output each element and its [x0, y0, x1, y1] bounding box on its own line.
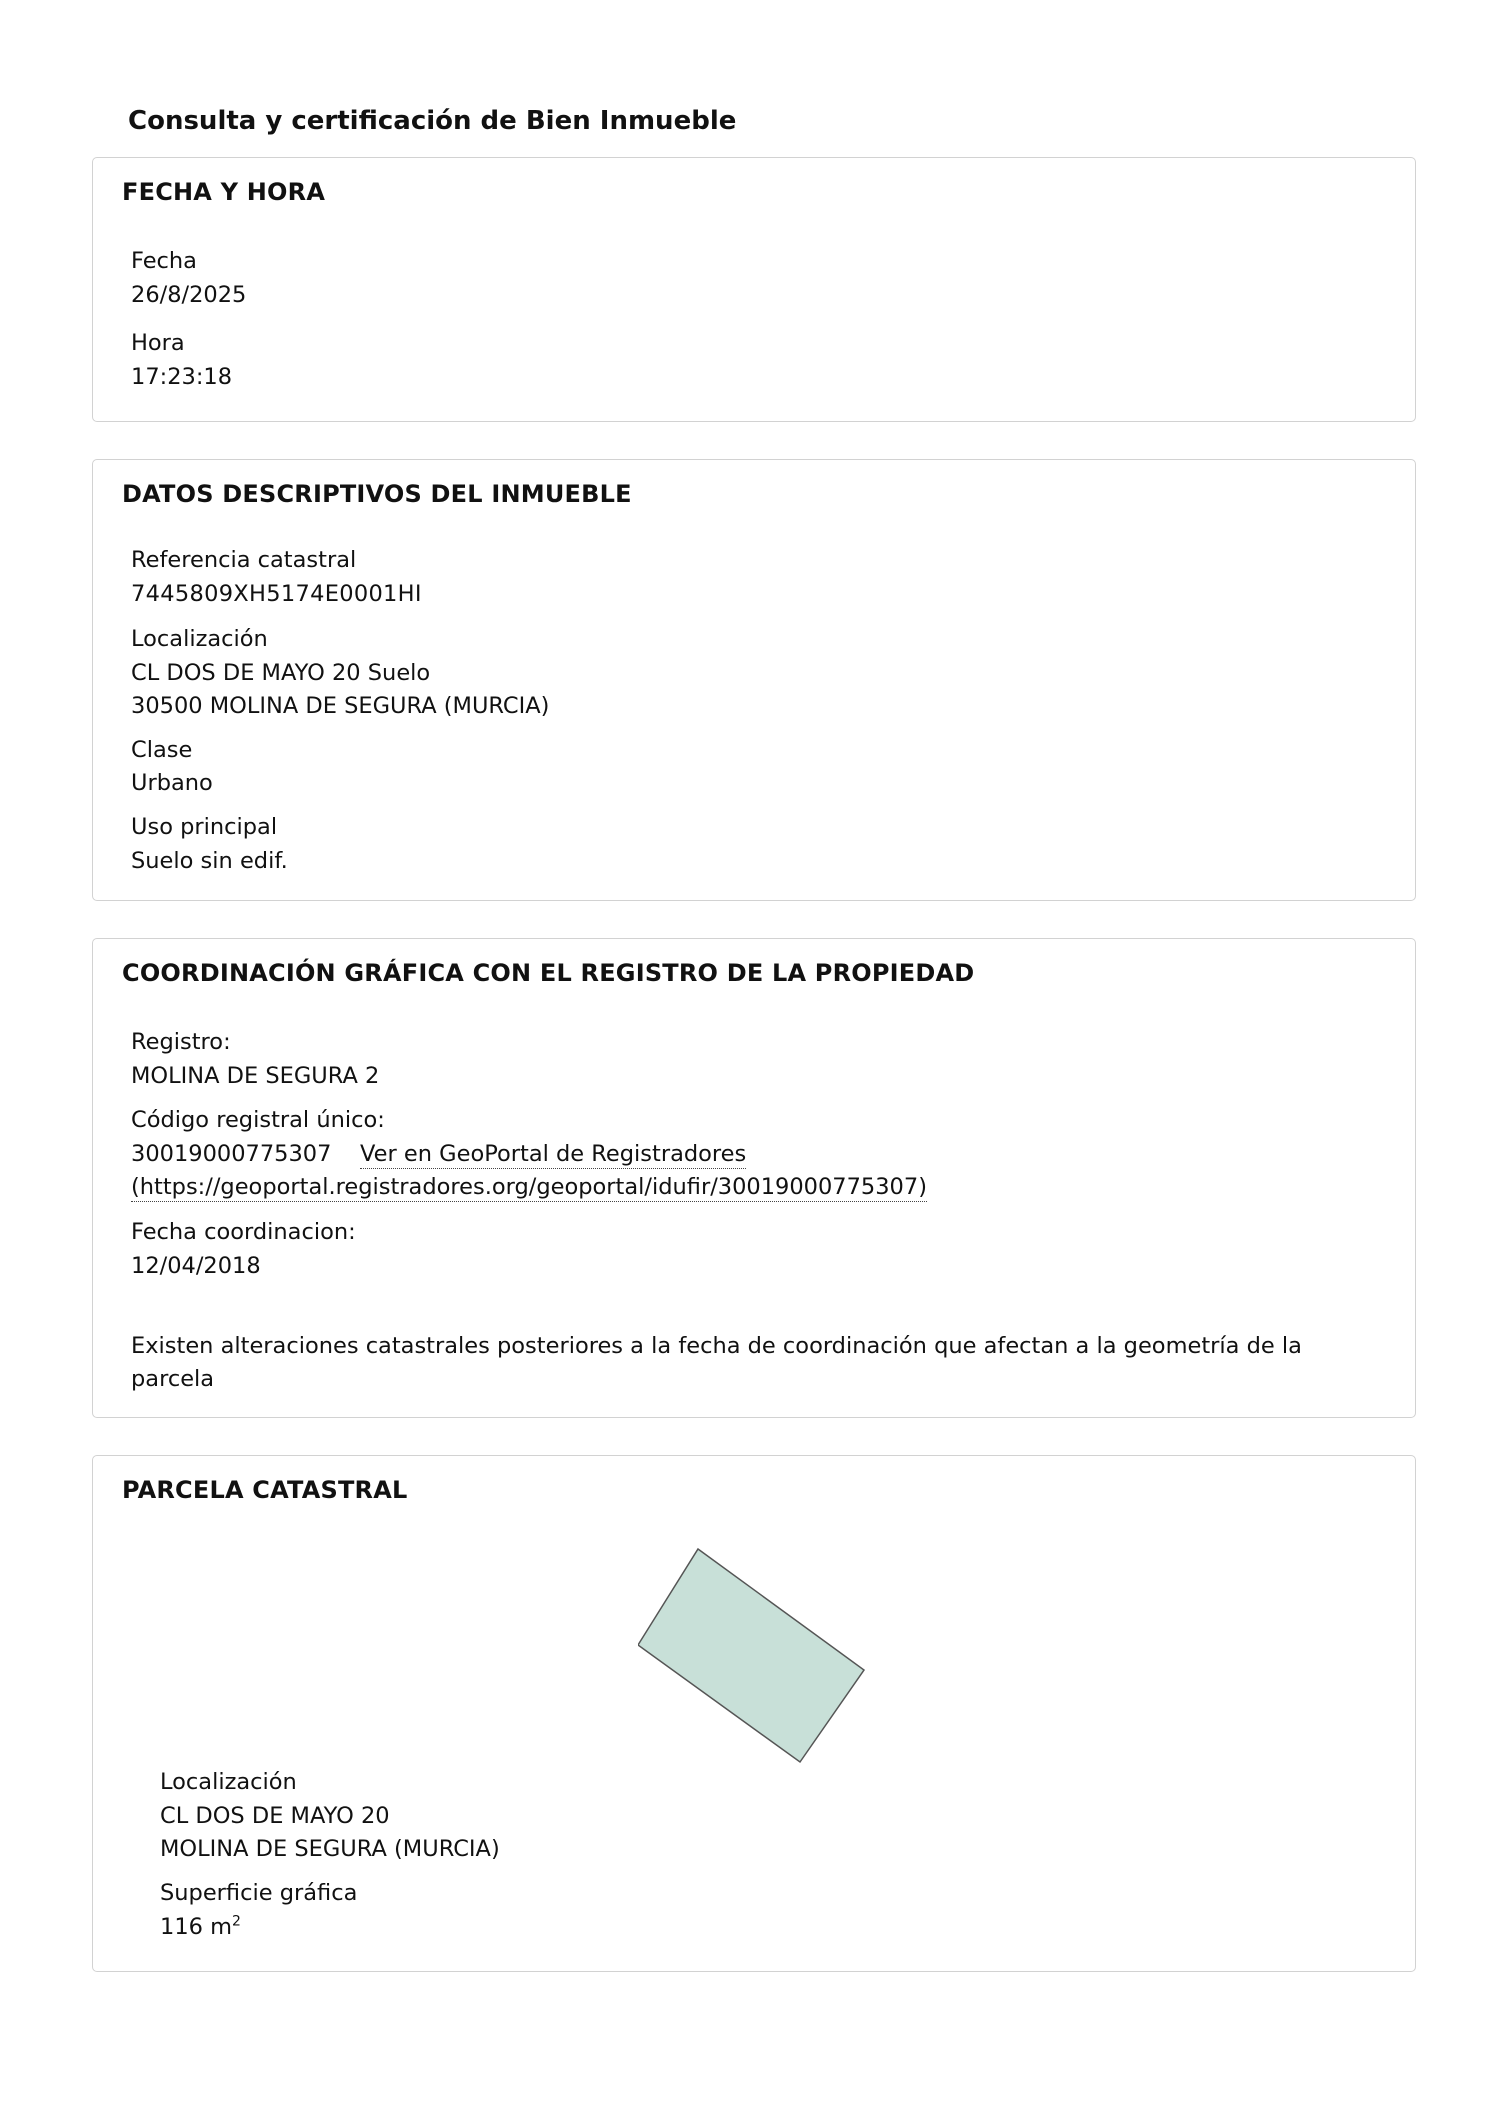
parcela-heading: PARCELA CATASTRAL	[122, 1476, 408, 1504]
document-title: Consulta y certificación de Bien Inmueble	[128, 106, 737, 136]
fecha-coordinacion-value: 12/04/2018	[131, 1253, 261, 1279]
localizacion-label: Localización	[131, 626, 268, 652]
geoportal-url-row	[131, 1174, 927, 1200]
parcel-map	[638, 1546, 878, 1766]
parcela-localizacion-label: Localización	[160, 1769, 297, 1795]
coordinacion-grafica-card	[92, 938, 1416, 1418]
registro-value: MOLINA DE SEGURA 2	[131, 1063, 380, 1089]
parcel-polygon	[638, 1549, 864, 1762]
datos-heading: DATOS DESCRIPTIVOS DEL INMUEBLE	[122, 480, 632, 508]
superficie-label: Superficie gráfica	[160, 1880, 358, 1906]
parcela-localizacion-line2: MOLINA DE SEGURA (MURCIA)	[160, 1836, 500, 1862]
fecha-value: 26/8/2025	[131, 282, 247, 308]
clase-value: Urbano	[131, 770, 213, 796]
superficie-value	[160, 1914, 241, 1940]
parcela-catastral-card	[92, 1455, 1416, 1972]
fecha-coordinacion-label: Fecha coordinacion:	[131, 1219, 356, 1245]
codigo-registral-row	[131, 1141, 746, 1167]
hora-label: Hora	[131, 330, 185, 356]
referencia-label: Referencia catastral	[131, 547, 357, 573]
hora-value: 17:23:18	[131, 364, 233, 390]
clase-label: Clase	[131, 737, 193, 763]
coordinacion-heading: COORDINACIÓN GRÁFICA CON EL REGISTRO DE LA PROPIEDAD	[122, 959, 975, 987]
fecha-hora-heading: FECHA Y HORA	[122, 178, 326, 206]
alteraciones-note: Existen alteraciones catastrales posteriores a la fecha de coordinación que afectan a la geometría de la parcela	[131, 1333, 1302, 1392]
uso-principal-value: Suelo sin edif.	[131, 848, 288, 874]
superficie-number: 116 m	[160, 1914, 233, 1940]
fecha-label: Fecha	[131, 248, 197, 274]
localizacion-line1: CL DOS DE MAYO 20 Suelo	[131, 660, 431, 686]
fecha-hora-card	[92, 157, 1416, 422]
referencia-value: 7445809XH5174E0001HI	[131, 581, 422, 607]
codigo-registral-label: Código registral único:	[131, 1107, 385, 1133]
codigo-registral-value: 30019000775307	[131, 1141, 332, 1167]
geoportal-link[interactable]: Ver en GeoPortal de Registradores	[360, 1141, 747, 1167]
uso-principal-label: Uso principal	[131, 814, 278, 840]
geoportal-url-link[interactable]: (https://geoportal.registradores.org/geoportal/idufir/30019000775307)	[131, 1174, 927, 1200]
localizacion-line2: 30500 MOLINA DE SEGURA (MURCIA)	[131, 693, 550, 719]
parcela-localizacion-line1: CL DOS DE MAYO 20	[160, 1803, 390, 1829]
datos-descriptivos-card	[92, 459, 1416, 901]
registro-label: Registro:	[131, 1029, 231, 1055]
superficie-exponent: 2	[232, 1913, 241, 1930]
